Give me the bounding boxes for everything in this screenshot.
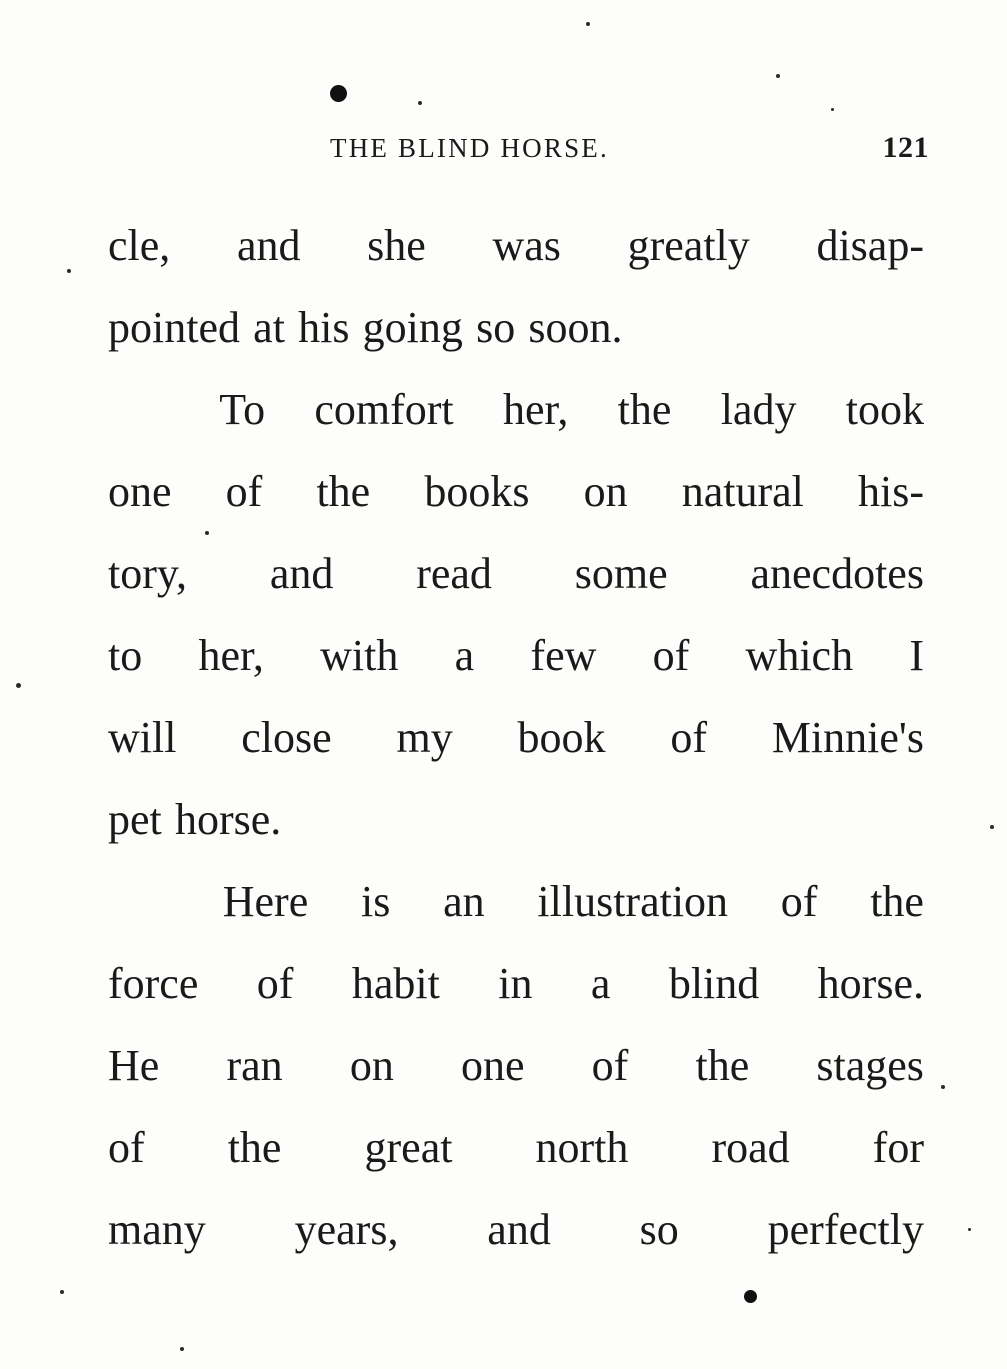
text-line — [108, 943, 924, 1025]
word: He — [108, 1041, 160, 1090]
word: of — [652, 631, 690, 680]
text-line — [108, 1189, 924, 1271]
word: of — [780, 877, 818, 926]
word: which — [745, 631, 854, 680]
paragraph — [108, 861, 924, 1271]
word: my — [396, 713, 453, 762]
word: cle, — [108, 221, 171, 270]
word: pointed — [108, 303, 240, 352]
paragraph — [108, 205, 924, 369]
word: of — [108, 1123, 145, 1172]
word: years, — [294, 1205, 399, 1254]
word: force — [108, 959, 199, 1008]
word: on — [583, 467, 628, 516]
word: tory, — [108, 549, 188, 598]
word: is — [361, 877, 391, 926]
word: and — [487, 1205, 551, 1254]
word: Here — [222, 877, 309, 926]
word: of — [670, 713, 707, 762]
text-line — [108, 861, 924, 943]
page-number: 121 — [882, 131, 929, 164]
word: on — [349, 1041, 394, 1090]
word: read — [416, 549, 492, 598]
page-speck — [180, 1347, 184, 1351]
word: book — [517, 713, 606, 762]
word: to — [108, 631, 143, 680]
word: the — [695, 1041, 750, 1090]
word: To — [219, 385, 266, 434]
page-speck — [418, 101, 422, 105]
word: she — [367, 221, 426, 270]
word: close — [241, 713, 332, 762]
word: a — [590, 959, 611, 1008]
word: soon. — [528, 303, 623, 352]
word: few — [530, 631, 597, 680]
paragraph — [108, 369, 924, 861]
word: the — [617, 385, 672, 434]
text-line — [108, 205, 924, 287]
running-head-title: THE BLIND HORSE. — [330, 133, 609, 163]
word: was — [492, 221, 561, 270]
word: one — [460, 1041, 525, 1090]
word: illustration — [537, 877, 729, 926]
word: comfort — [314, 385, 454, 434]
word: his — [298, 303, 350, 352]
word: in — [498, 959, 533, 1008]
text-line — [108, 697, 924, 779]
text-line — [108, 1107, 924, 1189]
word: horse. — [817, 959, 924, 1008]
page-body-text — [108, 205, 924, 1271]
word: ran — [226, 1041, 283, 1090]
word: stages — [816, 1041, 924, 1090]
word: habit — [351, 959, 440, 1008]
page-speck — [586, 22, 590, 26]
word: perfectly — [767, 1205, 924, 1254]
word: of — [256, 959, 294, 1008]
word: Minnie's — [771, 713, 924, 762]
word: horse. — [174, 795, 282, 844]
word: going — [362, 303, 463, 352]
word: one — [108, 467, 172, 516]
word: anecdotes — [750, 549, 924, 598]
page-speck — [16, 683, 21, 688]
text-line — [108, 287, 924, 369]
word: and — [236, 221, 301, 270]
word: of — [225, 467, 263, 516]
word: I — [909, 631, 924, 680]
word: the — [227, 1123, 282, 1172]
text-line — [108, 533, 924, 615]
word: north — [535, 1123, 629, 1172]
text-line — [108, 1025, 924, 1107]
word: of — [591, 1041, 629, 1090]
word: lady — [720, 385, 797, 434]
word: the — [316, 467, 371, 516]
word: road — [711, 1123, 790, 1172]
page-speck — [776, 74, 780, 78]
word: blind — [668, 959, 760, 1008]
page-speck — [968, 1228, 971, 1231]
word: and — [269, 549, 334, 598]
word: many — [108, 1205, 206, 1254]
word: will — [108, 713, 177, 762]
word: greatly — [627, 221, 750, 270]
text-line — [108, 615, 924, 697]
word: at — [253, 303, 285, 352]
word: so — [639, 1205, 679, 1254]
word: pet — [108, 795, 162, 844]
text-line — [108, 451, 924, 533]
page-speck — [990, 825, 994, 829]
page-speck — [60, 1290, 64, 1294]
ink-blot-bottom — [744, 1290, 757, 1303]
word: for — [872, 1123, 924, 1172]
page-speck — [941, 1085, 945, 1089]
page-speck — [831, 108, 834, 111]
word: his- — [858, 467, 924, 516]
word: a — [454, 631, 475, 680]
word: natural — [681, 467, 804, 516]
page-speck — [67, 269, 71, 273]
text-line — [108, 779, 924, 861]
word: books — [424, 467, 530, 516]
word: so — [476, 303, 516, 352]
word: some — [574, 549, 668, 598]
word: the — [870, 877, 924, 926]
word: with — [320, 631, 399, 680]
word: an — [443, 877, 485, 926]
word: great — [364, 1123, 453, 1172]
running-head — [0, 133, 1007, 173]
word: took — [845, 385, 924, 434]
ink-blot-top — [330, 85, 347, 102]
word: disap- — [816, 221, 924, 270]
word: her, — [502, 385, 569, 434]
text-line — [108, 369, 924, 451]
word: her, — [198, 631, 264, 680]
